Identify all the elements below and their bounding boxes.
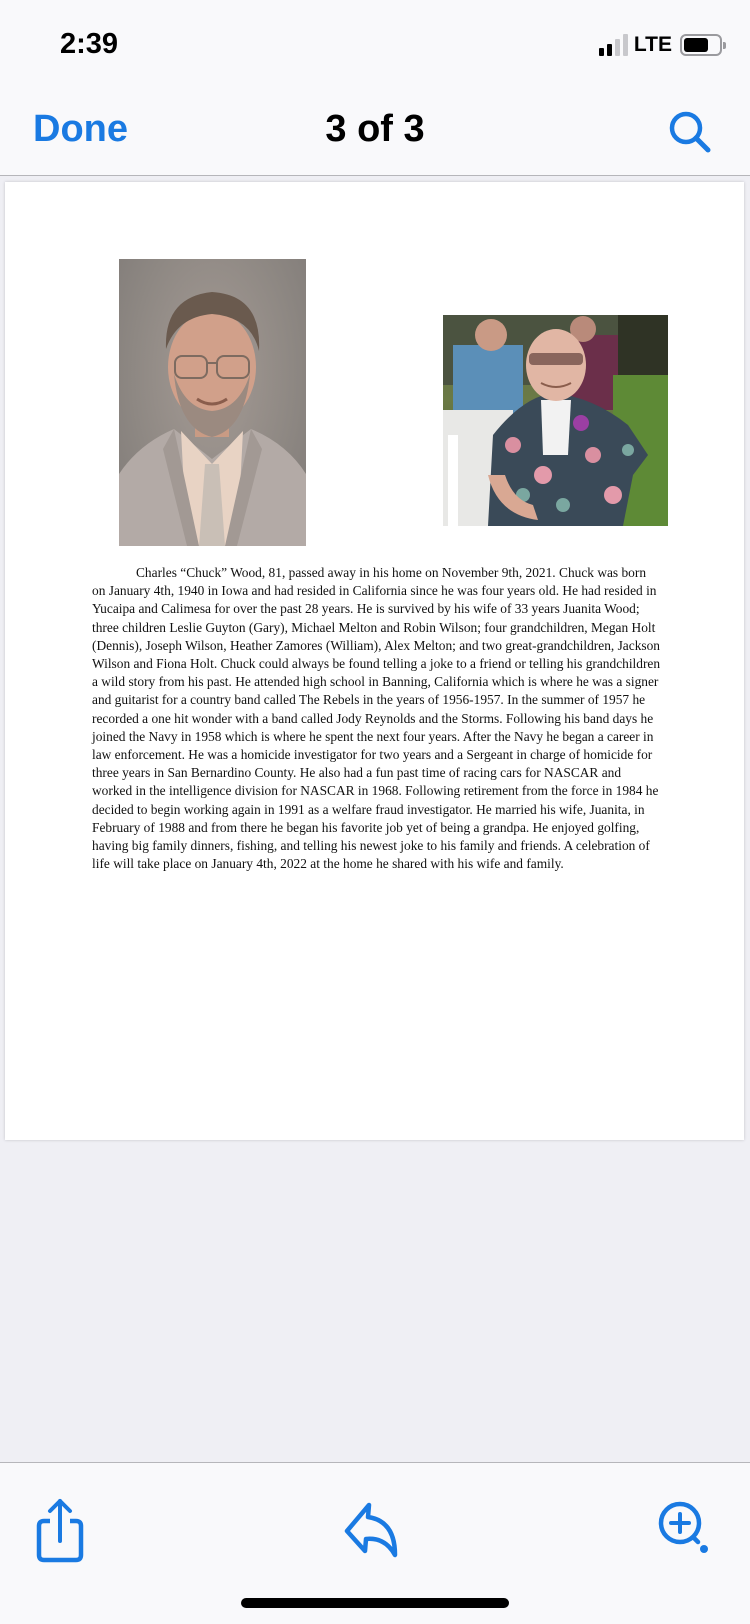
document-viewport[interactable] [0,177,750,1462]
portrait-photo [119,259,306,546]
battery-icon [680,34,722,56]
home-indicator[interactable] [241,1598,509,1608]
share-button[interactable] [30,1493,94,1563]
cellular-signal-icon [599,34,628,56]
page-indicator-title: 3 of 3 [325,108,425,150]
zoom-in-icon [650,1493,714,1563]
done-button[interactable]: Done [33,108,128,150]
status-bar [0,0,750,90]
candid-photo [443,315,668,526]
magnifying-glass-icon [666,108,714,156]
share-icon [30,1493,94,1563]
network-type: LTE [633,33,672,56]
search-button[interactable] [666,108,714,156]
zoom-in-button[interactable] [650,1493,714,1563]
reply-markup-button[interactable] [341,1493,405,1563]
document-page [5,182,744,1140]
nav-bar [0,90,750,176]
obituary-paragraph: Charles “Chuck” Wood, 81, passed away in his home on November 9th, 2021. Chuck was born on January 4th, 1940 in Iowa and had resided in California since he was four years old. He had resided in Yucaipa and Calimesa for over the past 28 years. He is survived by his wife of 33 years Juanita Wood; three children Leslie Guyton (Gary), Michael Melton and Robin Wilson; four grandchildren, Megan Holt (Dennis), Joseph Wilson, Heather Zamores (William), Alex Melton; and two great-grandchildren, Jackson Wilson and Fiona Holt. Chuck could always be found telling a joke to a friend or telling his grandchildren a wild story from his past. He attended high school in Banning, California which is where he was a signer and guitarist for a country band called The Rebels in the years of 1956-1957. In the summer of 1957 he recorded a one hit wonder with a band called Jody Reynolds and the Storms. Following his band days he joined the Navy in 1958 which is where he spent the next four years. After the Navy he began a career in law enforcement. He was a homicide investigator for two years and a Sergeant in charge of homicide for three years in San Bernardino County. He also had a fun past time of racing cars for NASCAR and worked in the intelligence division for NASCAR in 1968. Following retirement from the force in 1984 he decided to begin working again in 1991 as a welfare fraud investigator. He married his wife, Juanita, in February of 1988 and from there he began his favorite job yet of being a grandpa. He enjoyed golfing, having big family dinners, fishing, and telling his newest joke to his family and friends. A celebration of life will take place on January 4th, 2022 at the home he shared with his wife and family. [92,565,661,872]
obituary-text [92,564,662,873]
status-indicators [599,30,722,60]
status-time: 2:39 [60,28,119,60]
reply-arrow-icon [341,1493,405,1563]
